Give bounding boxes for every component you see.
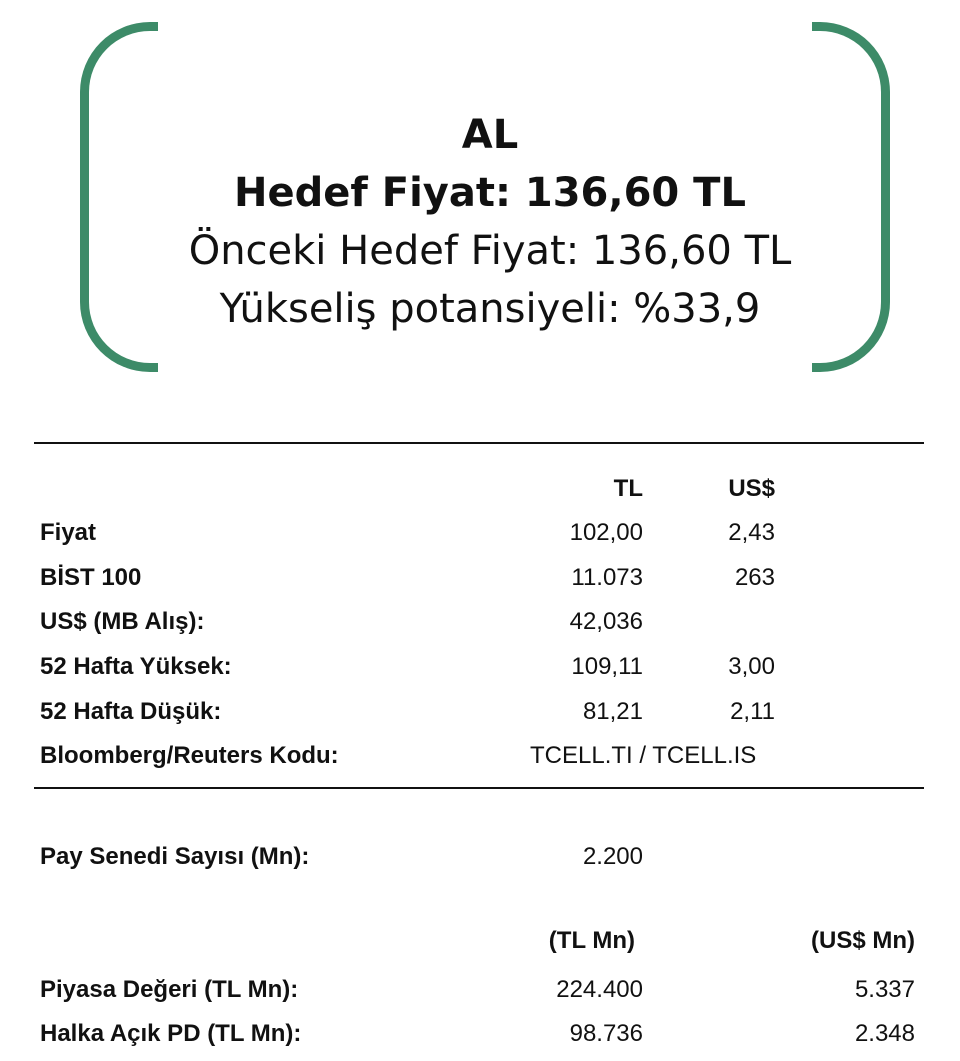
ticker-code-label: Bloomberg/Reuters Kodu:: [40, 742, 339, 769]
table-row: [0, 1014, 960, 1054]
row-label: 52 Hafta Yüksek:: [40, 653, 232, 680]
right-bracket: [812, 22, 890, 372]
row-usd-value: 263: [734, 564, 775, 591]
row-tl-value: 11.073: [571, 564, 643, 591]
row-usd-value: 2,43: [728, 519, 775, 546]
row-label: Piyasa Değeri (TL Mn):: [40, 976, 299, 1003]
row-usd-value: 5.337: [854, 976, 915, 1003]
row-label: Halka Açık PD (TL Mn):: [40, 1020, 302, 1047]
col-usd-mn-header: (US$ Mn): [811, 927, 915, 954]
ticker-code-value: TCELL.TI / TCELL.IS: [530, 742, 757, 769]
table-row: [0, 558, 960, 598]
table-row: [0, 970, 960, 1010]
row-tl-value: 98.736: [569, 1020, 643, 1047]
rating: AL: [461, 112, 519, 158]
row-usd-value: 3,00: [728, 653, 775, 680]
row-tl-value: 42,036: [569, 608, 643, 635]
row-tl-value: 81,21: [582, 698, 643, 725]
table-row: [0, 692, 960, 732]
table-row: [0, 513, 960, 553]
target-price: Hedef Fiyat: 136,60 TL: [234, 170, 746, 216]
table-row: [0, 647, 960, 687]
col-usd-header: US$: [728, 475, 775, 502]
upside-potential: Yükseliş potansiyeli: %33,9: [219, 286, 761, 332]
row-label: 52 Hafta Düşük:: [40, 698, 222, 725]
table-row: [0, 602, 960, 642]
left-bracket: [80, 22, 158, 372]
top-divider: [34, 442, 924, 444]
ticker-code-row: [0, 736, 960, 776]
row-label: US$ (MB Alış):: [40, 608, 205, 635]
row-usd-value: 2.348: [854, 1020, 915, 1047]
row-label: BİST 100: [40, 564, 142, 591]
row-usd-value: 2,11: [730, 698, 775, 725]
market-table-header: [0, 921, 960, 961]
previous-target-price: Önceki Hedef Fiyat: 136,60 TL: [188, 228, 792, 274]
col-tl-header: TL: [613, 475, 643, 502]
row-tl-value: 224.400: [556, 976, 643, 1003]
col-tl-mn-header: (TL Mn): [548, 927, 635, 954]
share-count-label: Pay Senedi Sayısı (Mn):: [40, 843, 310, 870]
bottom-divider: [34, 787, 924, 789]
share-count-value: 2.200: [582, 843, 643, 870]
recommendation-box: [160, 106, 820, 338]
row-tl-value: 102,00: [569, 519, 643, 546]
row-tl-value: 109,11: [571, 653, 643, 680]
price-table-header: [0, 469, 960, 509]
row-label: Fiyat: [40, 519, 97, 546]
share-count-row: [0, 837, 960, 877]
